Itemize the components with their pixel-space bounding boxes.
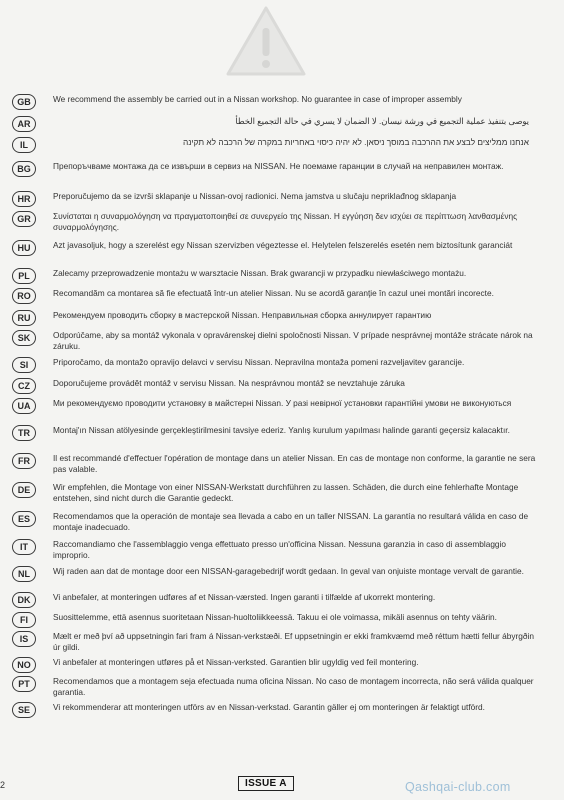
warning-text: Il est recommandé d'effectuer l'opération de montage dans un atelier Nissan. En cas de montage non conforme, la garantie ne sera pas valable.: [53, 453, 536, 474]
language-code-badge: HU: [12, 240, 36, 256]
language-code-badge: ES: [12, 511, 36, 527]
warning-text: Vi anbefaler, at monteringen udføres af et Nissan-værsted. Ingen garanti i tilfælde af ukorrekt montering.: [53, 592, 436, 602]
language-code-badge: GB: [12, 94, 36, 110]
language-code-badge: SK: [12, 330, 36, 346]
warning-text: Συνίσταται η συναρμολόγηση να πραγματοποιηθεί σε συνεργείο της Nissan. Η εγγύηση δεν ισχύει σε περίπτωση λανθασμένης συναρμολόγησης.: [53, 211, 518, 232]
warning-text: Препоръчваме монтажа да се извърши в сервиз на NISSAN. Не поемаме гаранции в случай на неправилен монтаж.: [53, 161, 504, 171]
language-code-badge: IL: [12, 137, 36, 153]
warning-text: Doporučujeme provádět montáž v servisu Nissan. Na nesprávnou montáž se nevztahuje záruka: [53, 378, 405, 388]
warning-text: Azt javasoljuk, hogy a szerelést egy Nissan szervizben végeztesse el. Helytelen felszerelés esetén nem biztosítunk garanciát: [53, 240, 513, 250]
language-code-badge: SE: [12, 702, 36, 718]
language-code-badge: NO: [12, 657, 36, 673]
warning-text: Vi rekommenderar att monteringen utförs av en Nissan-verkstad. Garantin gäller ej om monteringen är felaktigt utförd.: [53, 702, 485, 712]
language-code-badge: TR: [12, 425, 36, 441]
warning-text: Recomendamos que la operación de montaje sea llevada a cabo en un taller NISSAN. La garantía no resultará válida en caso de montaje inadecuado.: [53, 511, 529, 532]
issue-label: ISSUE A: [238, 776, 294, 791]
warning-text: אנחנו ממליצים לבצע את ההרכבה במוסך ניסאן. לא יהיה כיסוי באחריות במקרה של הרכבה לא תקינה: [183, 137, 529, 147]
warning-text: يوصى بتنفيذ عملية التجميع في ورشة نيسان. لا الضمان لا يسري في حالة التجميع الخطأ: [235, 116, 529, 126]
warning-text: Odporúčame, aby sa montáž vykonala v opravárenskej dielni spoločnosti Nissan. V prípade nesprávnej montáže strácate nárok na záruku.: [53, 330, 533, 351]
warning-text: Mælt er með því að uppsetningin fari fram á Nissan-verkstæði. Ef uppsetningin er ekki framkvæmd með réttum hætti fellur ábyrgðin úr gildi.: [53, 631, 534, 652]
warning-text: Montaj'ın Nissan atölyesinde gerçekleştirilmesini tavsiye ederiz. Yanlış kurulum yapılması halinde garanti geçersiz kalacaktır.: [53, 425, 510, 435]
warning-text: Suosittelemme, että asennus suoritetaan Nissan-huoltoliikkeessä. Takuu ei ole voimassa, mikäli asennus on tehty väärin.: [53, 612, 497, 622]
language-code-badge: RU: [12, 310, 36, 326]
language-code-badge: RO: [12, 288, 36, 304]
warning-text: Wij raden aan dat de montage door een NISSAN-garagebedrijf wordt gedaan. In geval van onjuiste montage vervalt de garantie.: [53, 566, 524, 576]
warning-text: Recomandăm ca montarea să fie efectuată într-un atelier Nissan. Nu se acordă garanţie în cazul unei montări incorecte.: [53, 288, 494, 298]
language-code-badge: IT: [12, 539, 36, 555]
warning-text: Zalecamy przeprowadzenie montażu w warsztacie Nissan. Brak gwarancji w przypadku niewłaściwego montażu.: [53, 268, 467, 278]
warning-text: Рекомендуем проводить сборку в мастерской Nissan. Неправильная сборка аннулирует гарантию: [53, 310, 432, 320]
warning-text: Recomendamos que a montagem seja efectuada numa oficina Nissan. No caso de montagem incorrecta, não será válida qualquer garantia.: [53, 676, 534, 697]
warning-text: Ми рекомендуємо проводити установку в майстерні Nissan. У разі невірної установки гарантійні умови не виконуються: [53, 398, 512, 408]
language-code-badge: NL: [12, 566, 36, 582]
language-code-badge: UA: [12, 398, 36, 414]
language-code-badge: FI: [12, 612, 36, 628]
page-number: 2: [0, 780, 6, 790]
language-code-badge: IS: [12, 631, 36, 647]
language-code-badge: SI: [12, 357, 36, 373]
language-code-badge: HR: [12, 191, 36, 207]
language-code-badge: FR: [12, 453, 36, 469]
language-code-badge: DK: [12, 592, 36, 608]
language-code-badge: PT: [12, 676, 36, 692]
language-code-badge: DE: [12, 482, 36, 498]
language-code-badge: GR: [12, 211, 36, 227]
warning-text: Priporočamo, da montažo opravijo delavci v servisu Nissan. Nepravilna montaža pomeni razveljavitev garancije.: [53, 357, 465, 367]
watermark: Qashqai-club.com: [405, 780, 511, 794]
language-code-badge: PL: [12, 268, 36, 284]
warning-text: Vi anbefaler at monteringen utføres på et Nissan-verksted. Garantien blir ugyldig ved feil montering.: [53, 657, 419, 667]
warning-text: Raccomandiamo che l'assemblaggio venga effettuato presso un'officina Nissan. Nessuna garanzia in caso di assemblaggio improprio.: [53, 539, 507, 560]
language-code-badge: AR: [12, 116, 36, 132]
warning-text: Wir empfehlen, die Montage von einer NISSAN-Werkstatt durchführen zu lassen. Schäden, die durch eine fehlerhafte Montage entstehen, sind nicht durch die Garantie gedeckt.: [53, 482, 519, 503]
warning-text: We recommend the assembly be carried out in a Nissan workshop. No guarantee in case of improper assembly: [53, 94, 462, 104]
warning-text: Preporučujemo da se izvrši sklapanje u Nissan-ovoj radionici. Nema jamstva u slučaju nepriklađnog sklapanja: [53, 191, 457, 201]
language-code-badge: BG: [12, 161, 36, 177]
language-code-badge: CZ: [12, 378, 36, 394]
